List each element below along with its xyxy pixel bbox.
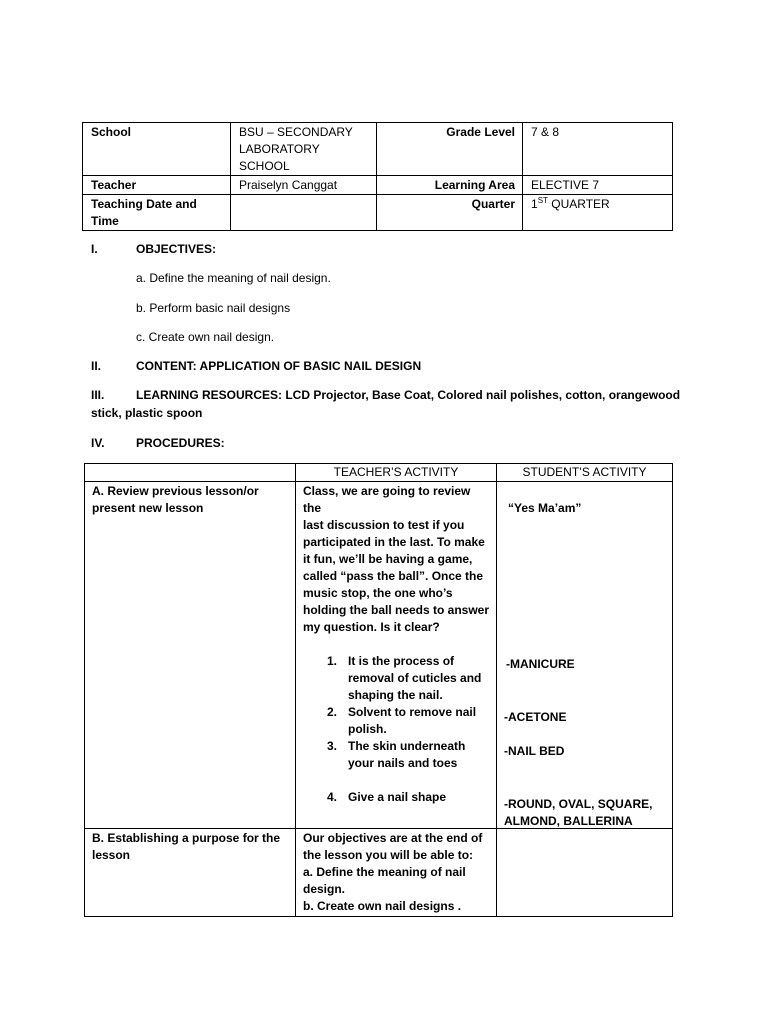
procedure-b-label: B. Establishing a purpose for the lesson [85,829,296,917]
learning-resources: LEARNING RESOURCES: LCD Projector, Base Coat, Colored nail polishes, cotton, orangewood [136,388,681,402]
teaching-date-value [231,195,377,231]
section-iv-number: IV. [91,436,105,450]
review-question: 2. Solvent to remove nail polish. [327,705,477,736]
student-reply: “Yes Ma’am” [508,501,582,515]
teacher-label: Teacher [83,176,231,195]
procedures-heading: PROCEDURES: [136,436,225,450]
answer-nail-shapes: -ROUND, OVAL, SQUARE, ALMOND, BALLERINA [504,797,653,828]
answer-manicure: -MANICURE [506,657,575,671]
learning-resources-cont: stick, plastic spoon [91,406,203,420]
review-question: 4. Give a nail shape [327,790,447,804]
section-i-number: I. [91,242,98,256]
answer-nail-bed: -NAIL BED [504,744,565,758]
review-question: 3. The skin underneath your nails and toes [327,739,466,770]
grade-level-label: Grade Level [377,123,523,176]
school-value: BSU – SECONDARY LABORATORY SCHOOL [231,123,377,176]
grade-level-value: 7 & 8 [523,123,673,176]
content-heading: CONTENT: APPLICATION OF BASIC NAIL DESIGN [136,359,422,373]
objective-a: a. Define the meaning of nail design. [136,271,331,285]
teaching-date-label: Teaching Date and Time [83,195,231,231]
review-question: 1. It is the process of removal of cuticles and shaping the nail. [327,654,482,702]
procedure-b-student-activity [497,829,673,917]
procedure-a-student-activity [497,482,673,829]
teacher-value: Praiselyn Canggat [231,176,377,195]
student-activity-header: STUDENT’S ACTIVITY [497,464,673,482]
objective-b: b. Perform basic nail designs [136,301,291,315]
procedure-column-header [85,464,296,482]
quarter-label: Quarter [377,195,523,231]
learning-area-value: ELECTIVE 7 [523,176,673,195]
school-label: School [83,123,231,176]
review-questions-list [303,653,490,806]
answer-acetone: -ACETONE [504,710,567,724]
procedure-b-teacher-activity: Our objectives are at the end of the lesson you will be able to: a. Define the meaning of nail design. b. Create own nail designs . [296,829,497,917]
section-iii-number: III. [91,388,105,402]
procedure-a-teacher-activity: Class, we are going to review the last discussion to test if you participated in the last. To make it fun, we’ll be having a game, called “pass the ball”. Once the music stop, the one who’s holding the ball needs to answer my question. Is it clear? 1. It is the process of removal of cuticles and shaping the nail. 2. Solvent to remove nail polish. 3. The skin underneath your nails and toes 4. Give a nail shape [296,482,497,829]
section-ii-number: II. [91,359,102,373]
procedure-a-label: A. Review previous lesson/or present new lesson [85,482,296,829]
learning-area-label: Learning Area [377,176,523,195]
objectives-heading: OBJECTIVES: [136,242,217,256]
objective-c: c. Create own nail design. [136,330,275,344]
lesson-info-table [82,122,673,231]
procedures-table [84,463,673,917]
quarter-value: 1ST QUARTER [523,195,673,231]
teacher-activity-header: TEACHER’S ACTIVITY [296,464,497,482]
